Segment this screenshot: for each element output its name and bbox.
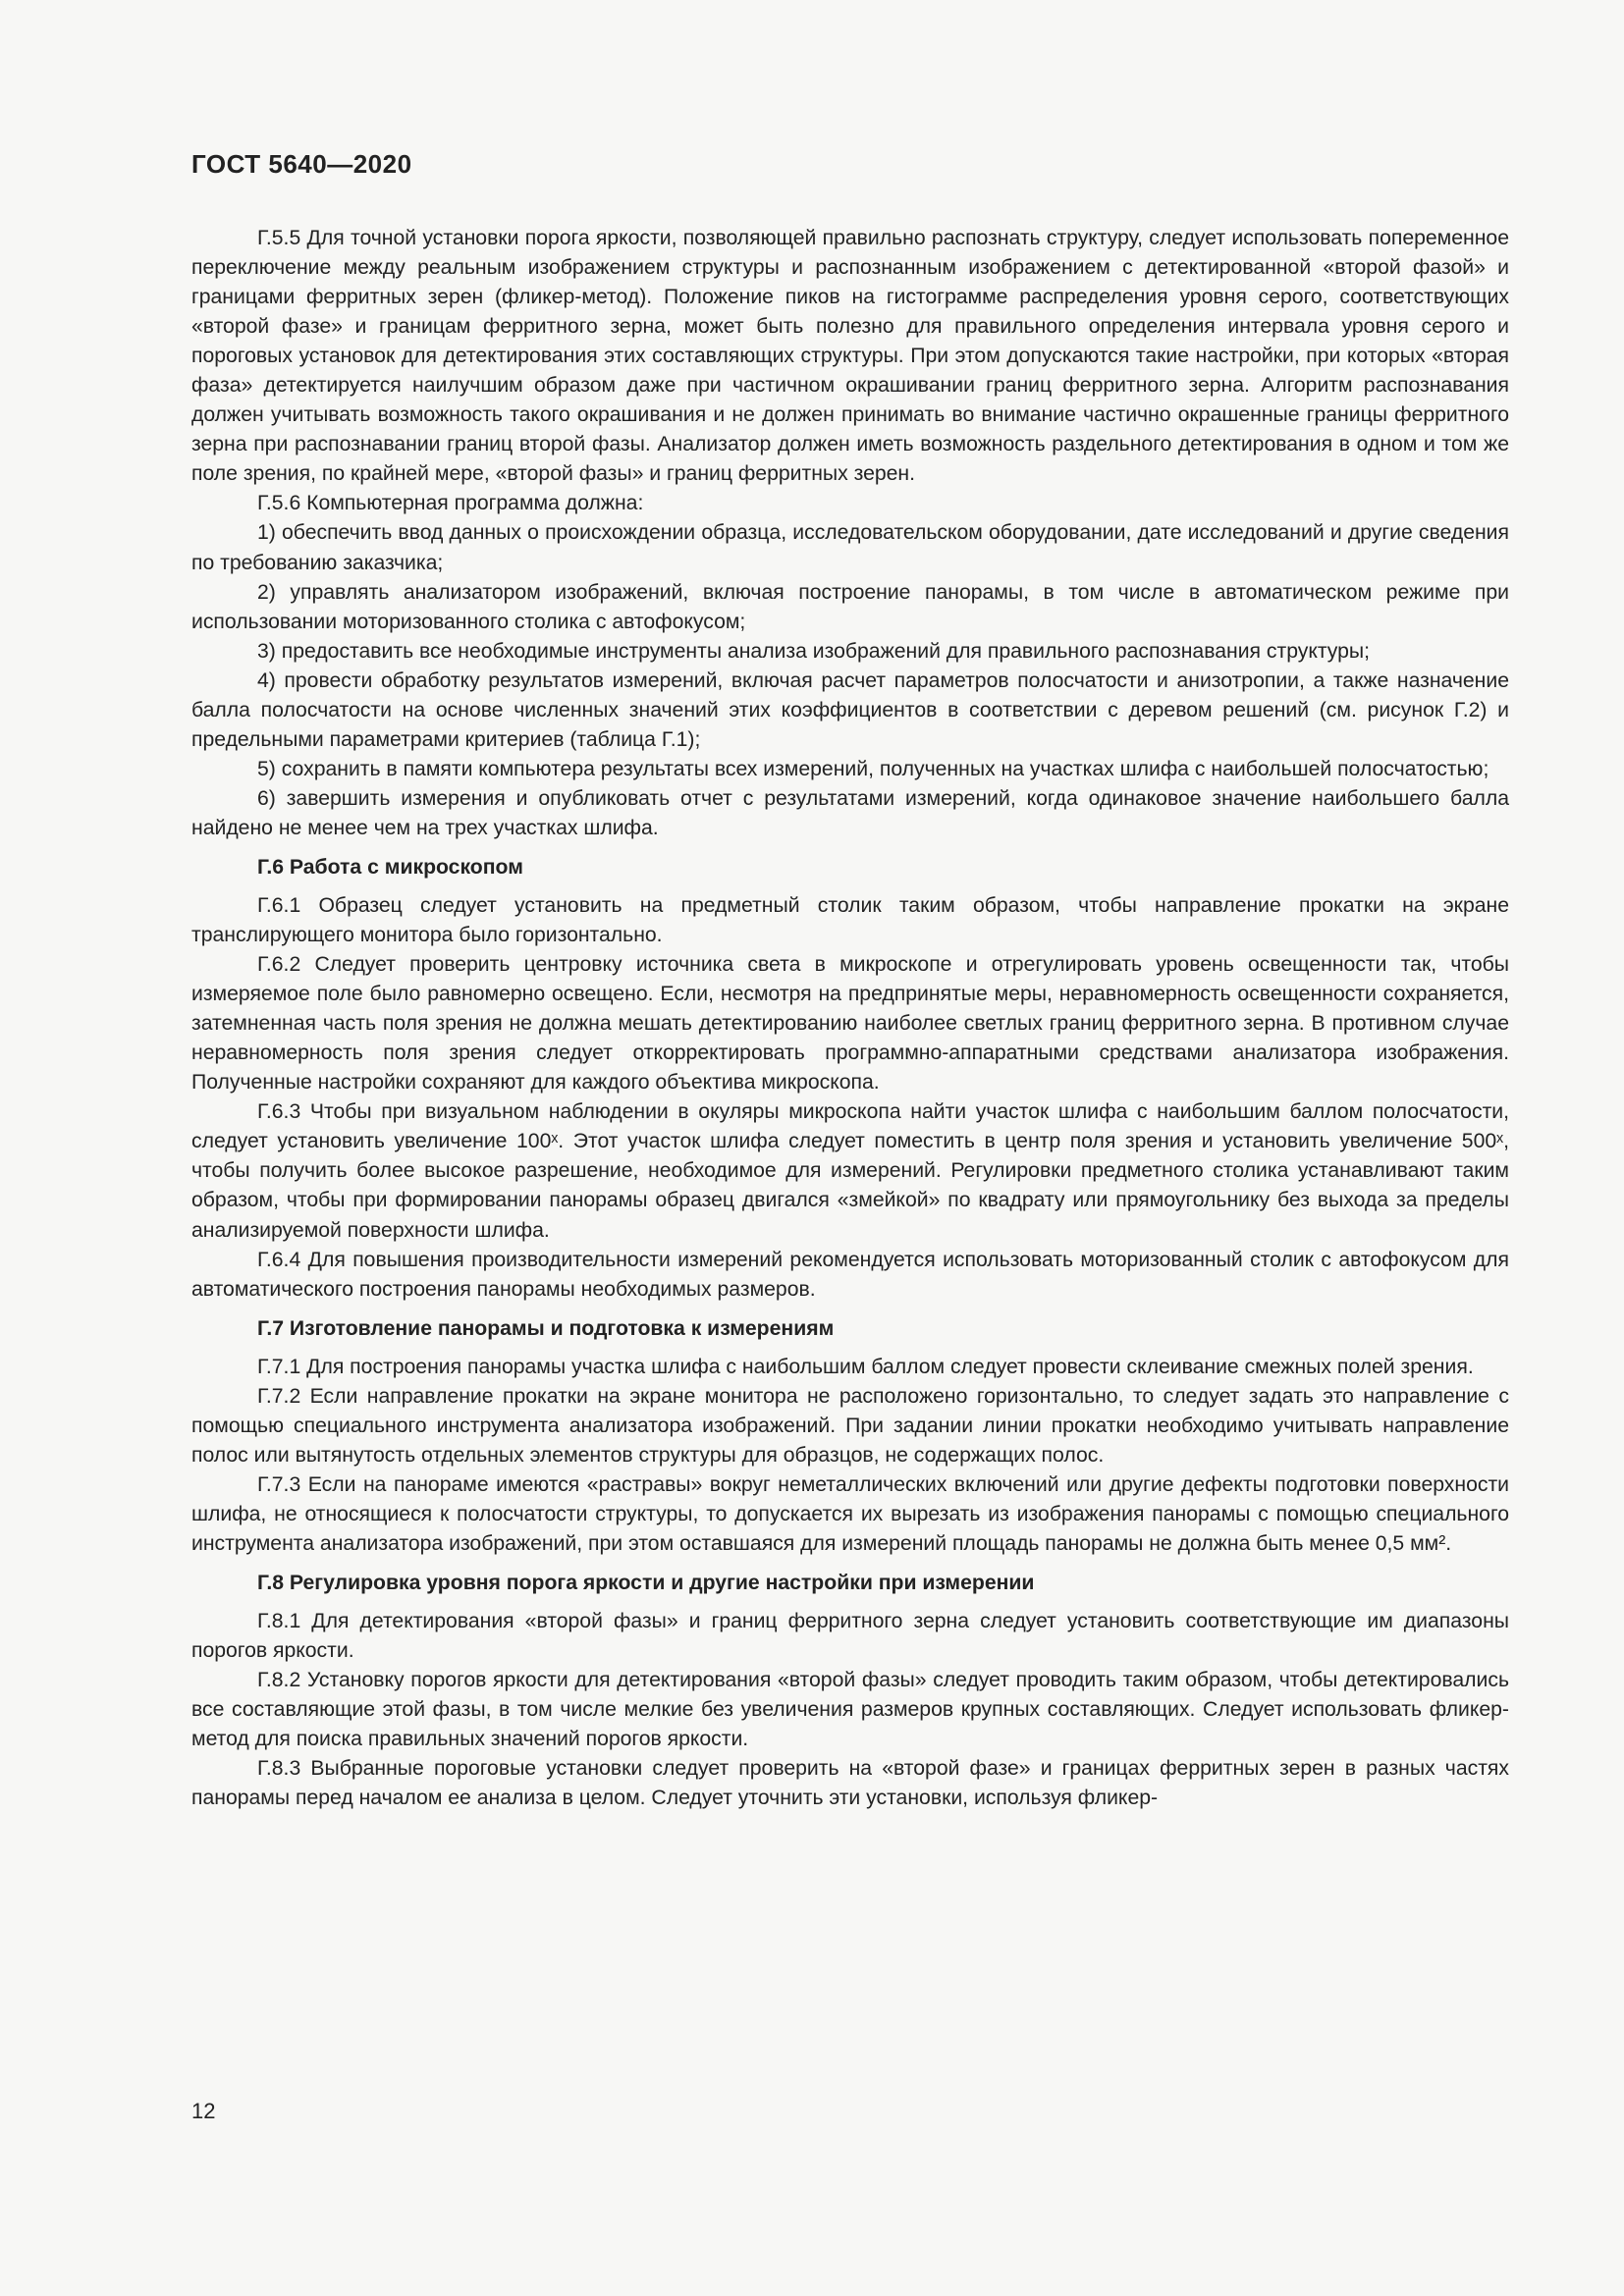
paragraph: 2) управлять анализатором изображений, включая построение панорамы, в том числе в автоматическом режиме при использовании моторизованного столика с автофокусом; (191, 580, 1509, 633)
paragraph: Г.6.1 Образец следует установить на предметный столик таким образом, чтобы направление прокатки на экране транслирующего монитора было горизонтально. (191, 893, 1509, 947)
paragraph: Г.7.1 Для построения панорамы участка шлифа с наибольшим баллом следует провести склеивание смежных полей зрения. (257, 1355, 1474, 1378)
paragraph: Г.7.3 Если на панораме имеются «раcтравы» вокруг неметаллических включений или другие дефекты подготовки поверхности шлифа, не относящиеся к полосчатости структуры, то допускается их вырезать из изображения панорамы с помощью специального инструмента анализатора изображений, при этом оставшаяся для измерений площадь панорамы не должна быть менее 0,5 мм². (191, 1472, 1509, 1555)
document-body (191, 224, 1509, 1813)
document-header: ГОСТ 5640—2020 (191, 149, 412, 179)
paragraph: Г.8.3 Выбранные пороговые установки следует проверить на «второй фазе» и границах ферритных зерен в разных частях панорамы перед началом ее анализа в целом. Следует уточнить эти установки, используя фликер- (191, 1757, 1509, 1810)
paragraph: Г.6.4 Для повышения производительности измерений рекомендуется использовать моторизованный столик с автофокусом для автоматического построения панорамы необходимых размеров. (191, 1248, 1509, 1301)
paragraph: Г.8.1 Для детектирования «второй фазы» и границ ферритного зерна следует установить соответствующие им диапазоны порогов яркости. (191, 1609, 1509, 1663)
paragraph: Г.6.3 Чтобы при визуальном наблюдении в окуляры микроскопа найти участок шлифа с наибольшим баллом полосчатости, следует установить увеличение 100ˣ. Этот участок шлифа следует поместить в центр поля зрения и установить увеличение 500ˣ, чтобы получить более высокое разрешение, необходимое для измерений. Регулировки предметного столика устанавливают таким образом, чтобы при формировании панорамы образец двигался «змейкой» по квадрату или прямоугольнику без выхода за пределы анализируемой поверхности шлифа. (191, 1100, 1509, 1242)
paragraph: Г.7.2 Если направление прокатки на экране монитора не расположено горизонтально, то следует задать это направление с помощью специального инструмента анализатора изображений. При задании линии прокатки необходимо учитывать направление полос или вытянутость отдельных элементов структуры для образцов, не содержащих полос. (191, 1384, 1509, 1467)
paragraph: 4) провести обработку результатов измерений, включая расчет параметров полосчатости и анизотропии, а также назначение балла полосчатости на основе численных значений этих коэффициентов в соответствии с деревом решений (см. рисунок Г.2) и предельными параметрами критериев (таблица Г.1); (191, 668, 1509, 751)
paragraph: 6) завершить измерения и опубликовать отчет с результатами измерений, когда одинаковое значение наибольшего балла найдено не менее чем на трех участках шлифа. (191, 786, 1509, 839)
section-heading: Г.6 Работа с микроскопом (257, 855, 523, 879)
paragraph: Г.5.6 Компьютерная программа должна: (257, 492, 644, 515)
page-number: 12 (191, 2099, 216, 2123)
paragraph: 5) сохранить в памяти компьютера результаты всех измерений, полученных на участках шлифа с наибольшей полосчатостью; (257, 757, 1489, 780)
paragraph: 3) предоставить все необходимые инструменты анализа изображений для правильного распознавания структуры; (257, 639, 1371, 663)
paragraph: Г.5.5 Для точной установки порога яркости, позволяющей правильно распознать структуру, следует использовать попеременное переключение между реальным изображением структуры и распознанным изображением с детектированной «второй фазой» и границами ферритных зерен (фликер-метод). Положение пиков на гистограмме распределения уровня серого, соответствующих «второй фазе» и границам ферритного зерна, может быть полезно для правильного определения интервала уровня серого и пороговых установок для детектирования этих составляющих структуры. При этом допускаются такие настройки, при которых «вторая фаза» детектируется наилучшим образом даже при частичном окрашивании границ ферритного зерна. Алгоритм распознавания должен учитывать возможность такого окрашивания и не должен принимать во внимание частично окрашенные границы ферритного зерна при распознавании границ второй фазы. Анализатор должен иметь возможность раздельного детектирования в одном и том же поле зрения, по крайней мере, «второй фазы» и границ ферритных зерен. (191, 227, 1509, 486)
paragraph: Г.8.2 Установку порогов яркости для детектирования «второй фазы» следует проводить таким образом, чтобы детектировались все составляющие этой фазы, в том числе мелкие без увеличения размеров крупных составляющих. Следует использовать фликер-метод для поиска правильных значений порогов яркости. (191, 1669, 1509, 1751)
paragraph: 1) обеспечить ввод данных о происхождении образца, исследовательском оборудовании, дате исследований и другие сведения по требованию заказчика; (191, 521, 1509, 574)
section-heading: Г.7 Изготовление панорамы и подготовка к измерениям (257, 1316, 835, 1340)
section-heading: Г.8 Регулировка уровня порога яркости и другие настройки при измерении (257, 1571, 1035, 1594)
paragraph: Г.6.2 Следует проверить центровку источника света в микроскопе и отрегулировать уровень освещенности так, чтобы измеряемое поле было равномерно освещено. Если, несмотря на предпринятые меры, неравномерность освещенности сохраняется, затемненная часть поля зрения не должна мешать детектированию наиболее светлых границ ферритного зерна. В противном случае неравномерность поля зрения следует откорректировать программно-аппаратными средствами анализатора изображения. Полученные настройки сохраняют для каждого объектива микроскопа. (191, 953, 1509, 1095)
